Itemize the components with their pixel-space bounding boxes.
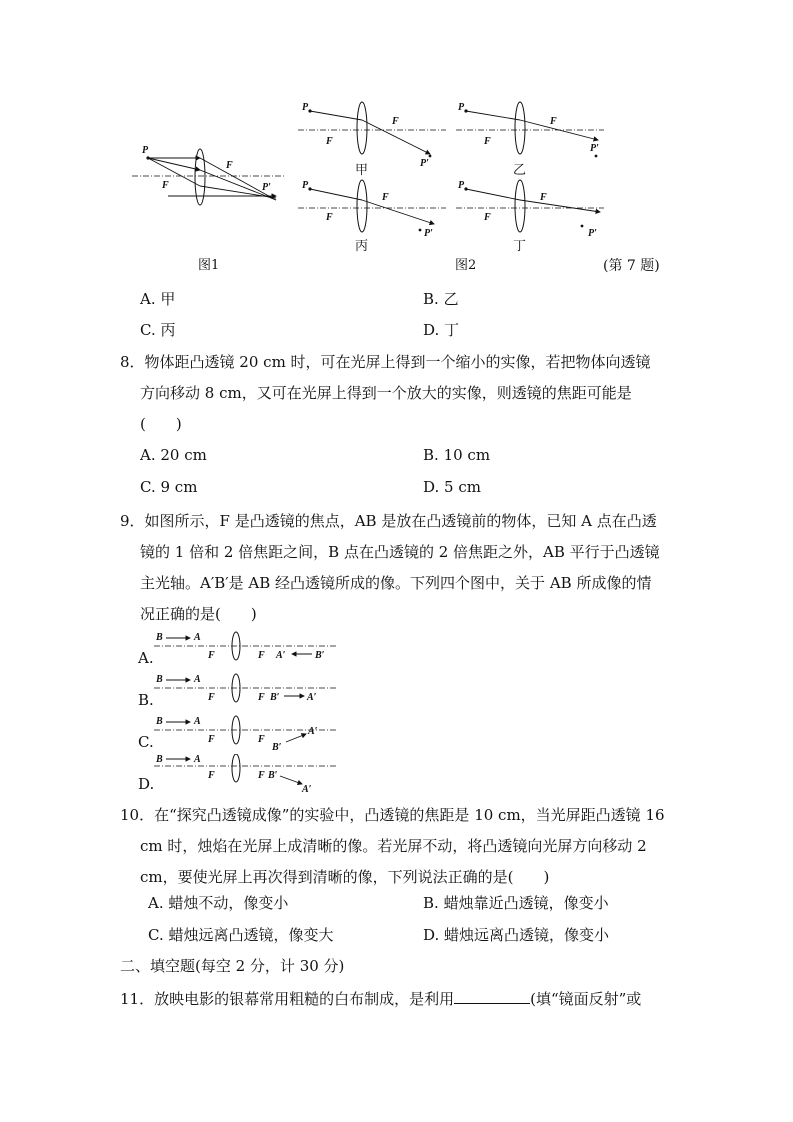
q7-figure-2 <box>296 96 616 256</box>
q10-option-c[interactable] <box>148 925 334 945</box>
q9d-img-right: A′ <box>302 784 312 794</box>
q7-panel-ding-label: 丁 <box>513 239 527 254</box>
q8-option-c[interactable] <box>140 477 197 497</box>
option-letter: B. <box>423 446 439 464</box>
q7-fig2-caption: 图2 <box>455 258 477 273</box>
q8-option-a[interactable] <box>140 445 207 465</box>
option-letter: B. <box>138 691 154 709</box>
panel-jia <box>298 102 446 178</box>
q9b-f2: F <box>258 692 265 703</box>
q9a-img-right: B′ <box>315 650 325 661</box>
q9d-f2: F <box>258 770 265 781</box>
option-text: 蜡烛靠近凸透镜，像变小 <box>443 894 609 912</box>
option-text: 甲 <box>160 290 176 308</box>
q7-yi-p: P <box>458 102 465 113</box>
q8-line-1: 8．物体距凸透镜 20 cm 时，可在光屏上得到一个缩小的实像，若把物体向透镜 <box>120 353 651 371</box>
q7-panel-yi-label: 乙 <box>513 163 527 178</box>
q11-text-after: (填“镜面反射”或 <box>530 990 642 1008</box>
q9c-img-right: A′ <box>308 726 318 737</box>
section-2-title: 二、填空题(每空 2 分，计 30 分) <box>120 957 345 975</box>
q8-line-2: 方向移动 8 cm，又可在光屏上得到一个放大的实像，则透镜的焦距可能是 <box>140 384 632 402</box>
option-text: 蜡烛不动，像变小 <box>168 894 289 912</box>
option-letter: C. <box>138 733 154 751</box>
q10-line-2: cm 时，烛焰在光屏上成清晰的像。若光屏不动，将凸透镜向光屏方向移动 2 <box>140 837 647 855</box>
q10-stem <box>120 800 680 893</box>
q9-line-3: 主光轴。A′B′是 AB 经凸透镜所成的像。下列四个图中，关于 AB 所成像的情 <box>140 574 652 592</box>
option-letter: C. <box>140 478 156 496</box>
q9-diagram-b <box>152 670 338 710</box>
q10-line-1: 10．在“探究凸透镜成像”的实验中，凸透镜的焦距是 10 cm，当光屏距凸透镜 16 <box>120 806 665 824</box>
q7-fig1-f-left-label: F <box>162 180 169 191</box>
q8-line-3: ( ) <box>140 415 182 433</box>
q9c-img-left: B′ <box>272 742 282 752</box>
q9d-f1: F <box>208 770 215 781</box>
q7-question-tag: (第 7 题) <box>603 258 660 274</box>
q7-ding-p: P <box>458 180 465 191</box>
q7-jia-pprime: P′ <box>420 158 429 169</box>
q9a-img-left: A′ <box>276 650 286 661</box>
q9b-img-right: A′ <box>307 692 317 703</box>
q7-fig1-f-right-label: F <box>226 160 233 171</box>
option-text: 10 cm <box>443 446 491 464</box>
q7-jia-f2: F <box>392 116 399 127</box>
q10-option-d[interactable] <box>423 925 609 945</box>
option-letter: A. <box>140 446 156 464</box>
q7-yi-f2: F <box>550 116 557 127</box>
q9c-b: B <box>156 716 163 727</box>
q11-stem <box>120 988 641 1009</box>
q10-option-a[interactable] <box>148 893 288 913</box>
q9a-f2: F <box>258 650 265 661</box>
q7-fig1-p-label: P <box>142 145 149 156</box>
q9d-b: B <box>156 754 163 765</box>
q7-bing-pprime: P′ <box>424 228 433 239</box>
q7-option-a[interactable] <box>140 289 175 309</box>
panel-bing <box>298 180 446 254</box>
q9-option-d[interactable] <box>138 754 338 796</box>
q9b-f1: F <box>208 692 215 703</box>
q8-option-d[interactable] <box>423 477 481 497</box>
option-letter: D. <box>423 478 440 496</box>
q7-ding-f1: F <box>484 212 491 223</box>
q7-option-d[interactable] <box>423 320 459 340</box>
q9-diagram-d <box>152 754 338 794</box>
q9-stem <box>120 506 680 630</box>
option-letter: C. <box>148 926 164 944</box>
panel-ding <box>456 180 604 254</box>
q9c-f1: F <box>208 734 215 745</box>
q7-ding-pprime: P′ <box>588 228 597 239</box>
q7-fig1-pprime-label: P′ <box>262 182 271 193</box>
q9-option-c[interactable] <box>138 712 338 754</box>
q9-line-2: 镜的 1 倍和 2 倍焦距之间，B 点在凸透镜的 2 倍焦距之外，AB 平行于凸透镜 <box>140 543 660 561</box>
q7-bing-f1: F <box>326 212 333 223</box>
q9-diagram-a <box>152 628 338 668</box>
q7-option-b[interactable] <box>423 289 459 309</box>
option-letter: D. <box>423 321 440 339</box>
q9a-a: A <box>194 632 201 643</box>
option-text: 蜡烛远离凸透镜，像变大 <box>168 926 334 944</box>
q10-option-b[interactable] <box>423 893 609 913</box>
option-text: 5 cm <box>444 478 481 496</box>
option-text: 丁 <box>444 321 460 339</box>
q9-line-4: 况正确的是( ) <box>140 605 257 623</box>
q9-line-1: 9．如图所示，F 是凸透镜的焦点，AB 是放在凸透镜前的物体，已知 A 点在凸透 <box>120 512 657 530</box>
q9-option-b[interactable] <box>138 670 338 712</box>
q9d-a: A <box>194 754 201 765</box>
q9-diagram-c <box>152 712 338 752</box>
q7-panel-bing-label: 丙 <box>355 239 369 254</box>
q8-option-b[interactable] <box>423 445 490 465</box>
option-letter: A. <box>138 649 154 667</box>
option-letter: A. <box>140 290 156 308</box>
option-letter: B. <box>423 894 439 912</box>
q7-ding-f2: F <box>540 192 547 203</box>
q9d-img-left: B′ <box>268 770 278 781</box>
q10-line-3: cm，要使光屏上再次得到清晰的像，下列说法正确的是( ) <box>140 868 550 886</box>
q7-jia-f1: F <box>326 136 333 147</box>
q7-panel-jia-label: 甲 <box>355 163 369 178</box>
q7-jia-p: P <box>302 102 309 113</box>
panel-yi <box>456 102 604 178</box>
q11-answer-blank[interactable] <box>454 988 530 1004</box>
q9c-a: A <box>194 716 201 727</box>
q9a-b: B <box>156 632 163 643</box>
q9-option-a[interactable] <box>138 628 338 670</box>
q7-option-c[interactable] <box>140 320 176 340</box>
q9c-f2: F <box>258 734 265 745</box>
q9b-a: A <box>194 674 201 685</box>
option-text: 蜡烛远离凸透镜，像变小 <box>444 926 610 944</box>
option-text: 乙 <box>443 290 459 308</box>
option-letter: A. <box>148 894 164 912</box>
q7-figure-1 <box>128 140 288 216</box>
q7-yi-pprime: P′ <box>590 143 599 154</box>
q9b-img-left: B′ <box>270 692 280 703</box>
option-letter: C. <box>140 321 156 339</box>
option-letter: D. <box>138 775 155 793</box>
option-text: 20 cm <box>160 446 207 464</box>
q7-bing-p: P <box>302 180 309 191</box>
option-letter: D. <box>423 926 440 944</box>
q7-fig1-caption: 图1 <box>198 258 220 273</box>
q9a-f1: F <box>208 650 215 661</box>
q11-text-before: 11．放映电影的银幕常用粗糙的白布制成，是利用 <box>120 990 455 1008</box>
option-letter: B. <box>423 290 439 308</box>
q8-stem <box>120 347 680 440</box>
option-text: 9 cm <box>160 478 198 496</box>
option-text: 丙 <box>160 321 176 339</box>
q9b-b: B <box>156 674 163 685</box>
q7-bing-f2: F <box>382 192 389 203</box>
q7-yi-f1: F <box>484 136 491 147</box>
